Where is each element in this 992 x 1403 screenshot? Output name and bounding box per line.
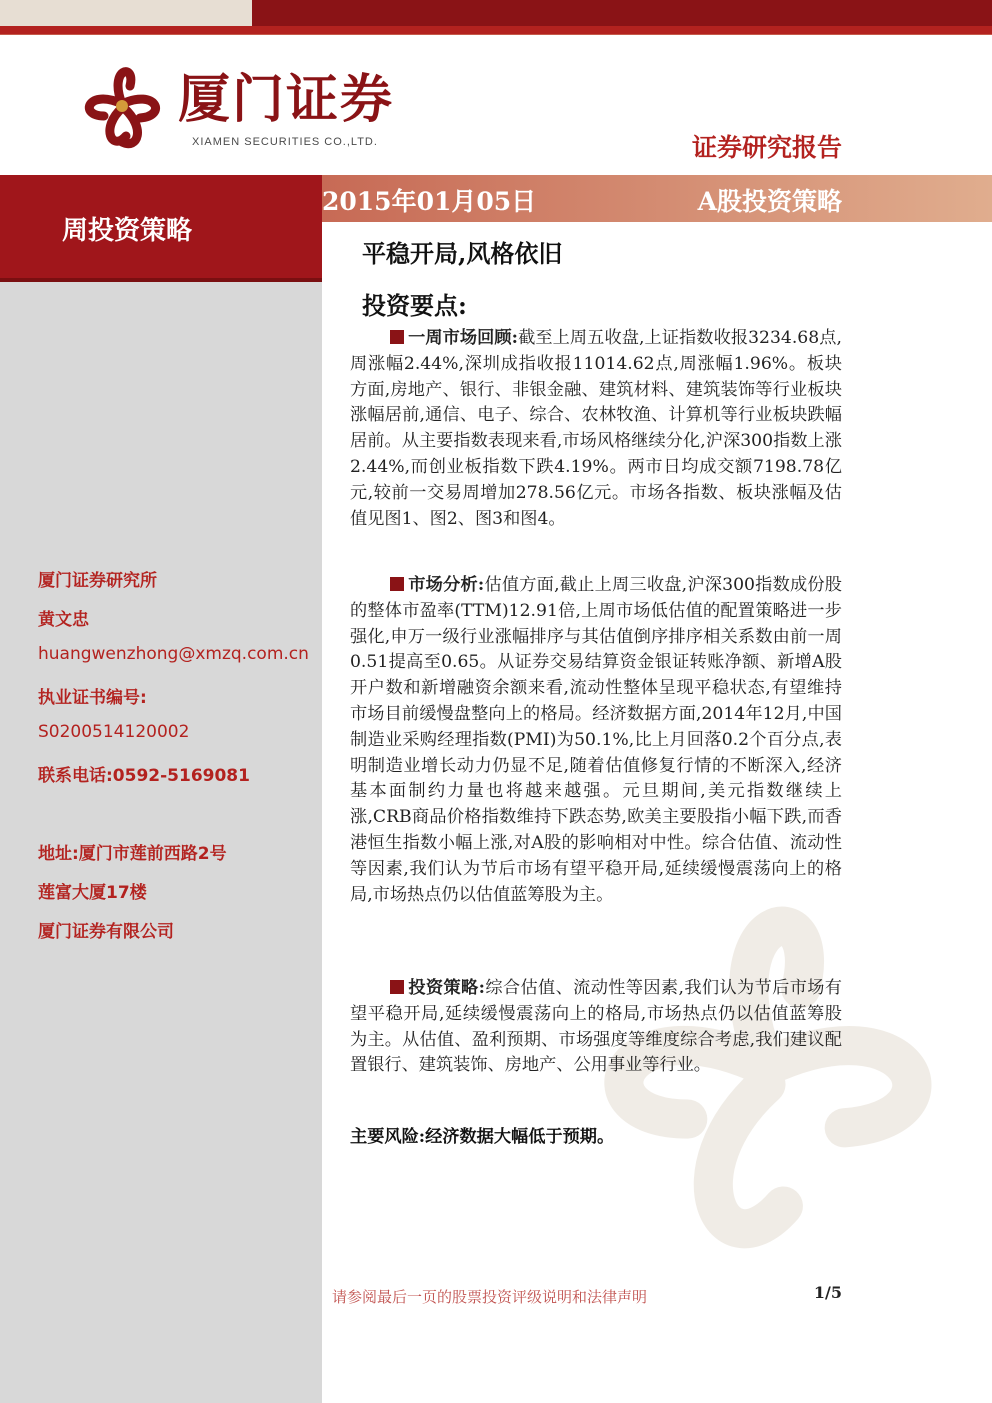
bullet-square-icon — [390, 330, 404, 344]
contact-cert-number: S0200514120002 — [38, 722, 190, 742]
contact-address-line2: 莲富大厦17楼 — [38, 883, 147, 903]
contact-address-line1: 地址:厦门市莲前西路2号 — [38, 844, 227, 864]
paragraph-investment-strategy — [350, 976, 842, 1079]
page-number: 1/5 — [813, 1283, 842, 1302]
contact-cert-label: 执业证书编号: — [38, 688, 147, 708]
contact-institute: 厦门证券研究所 — [38, 571, 157, 591]
paragraph-market-analysis — [350, 573, 842, 908]
logo-chinese-name: 厦门证券 — [178, 69, 395, 130]
top-bar-right — [252, 0, 992, 26]
paragraph-lead: 投资策略: — [408, 978, 485, 998]
footer-disclaimer: 请参阅最后一页的股票投资评级说明和法律声明 — [332, 1288, 648, 1306]
paragraph-text: 截至上周五收盘,上证指数收报3234.68点,周涨幅2.44%,深圳成指收报11014.62点,周涨幅1.96%。板块方面,房地产、银行、非银金融、建筑材料、建筑装饰等行业板块涨幅居前,通信、电子、综合、农林牧渔、计算机等行业板块跌幅居前。从主要指数表现来看,市场风格继续分化,沪深300指数上涨2.44%,而创业板指数下跌4.19%。两市日均成交额7198.78亿元,较前一交易周增加278.56亿元。市场各指数、板块涨幅及估值见图1、图2、图3和图4。 — [350, 328, 842, 529]
paragraph-lead: 市场分析: — [408, 575, 485, 595]
paragraph-lead: 一周市场回顾: — [408, 328, 519, 348]
top-rule — [0, 26, 992, 34]
company-logo — [70, 52, 410, 162]
paragraph-market-review — [350, 326, 842, 532]
main-risk: 主要风险:经济数据大幅低于预期。 — [350, 1127, 615, 1147]
logo-flower-icon — [70, 58, 174, 156]
bullet-square-icon — [390, 980, 404, 994]
contact-analyst: 黄文忠 — [38, 610, 89, 630]
top-bar-left — [0, 0, 252, 26]
contact-phone: 联系电话:0592-5169081 — [38, 766, 250, 786]
report-title: 平稳开局,风格依旧 — [362, 239, 563, 268]
top-rule-thin — [0, 34, 992, 35]
contact-company: 厦门证券有限公司 — [38, 922, 174, 942]
logo-english-name: XIAMEN SECURITIES CO.,LTD. — [192, 136, 378, 148]
report-date: 2015年01月05日 — [322, 187, 537, 216]
paragraph-text: 综合估值、流动性等因素,我们认为节后市场有望平稳开局,延续缓慢震荡向上的格局,市场热点仍以估值蓝筹股为主。从估值、盈利预期、市场强度等维度综合考虑,我们建议配置银行、建筑装饰、房地产、公用事业等行业。 — [350, 978, 842, 1076]
paragraph-text: 估值方面,截止上周三收盘,沪深300指数成份股的整体市盈率(TTM)12.91倍,上周市场低估值的配置策略进一步强化,申万一级行业涨幅排序与其估值倒序排序相关系数由前一周0.51提高至0.65。从证券交易结算资金银证转账净额、新增A股开户数和新增融资余额来看,流动性整体呈现平稳状态,有望维持市场目前缓慢盘整向上的格局。经济数据方面,2014年12月,中国制造业采购经理指数(PMI)为50.1%,比上月回落0.2个百分点,表明制造业增长动力仍显不足,随着估值修复行情的不断深入,经济基本面制约力量也将越来越强。元旦期间,美元指数继续上涨,CRB商品价格指数维持下跌态势,欧美主要股指小幅下跌,而香港恒生指数小幅上涨,对A股的影响相对中性。综合估值、流动性等因素,我们认为节后市场有望平稳开局,延续缓慢震荡向上的格局,市场热点仍以估值蓝筹股为主。 — [350, 575, 842, 905]
report-type: 证券研究报告 — [691, 133, 842, 162]
report-category: A股投资策略 — [697, 187, 842, 216]
section-title: 投资要点: — [362, 291, 467, 320]
bullet-square-icon — [390, 577, 404, 591]
contact-email[interactable]: huangwenzhong@xmzq.com.cn — [38, 644, 309, 664]
sidebar-title: 周投资策略 — [62, 216, 193, 246]
